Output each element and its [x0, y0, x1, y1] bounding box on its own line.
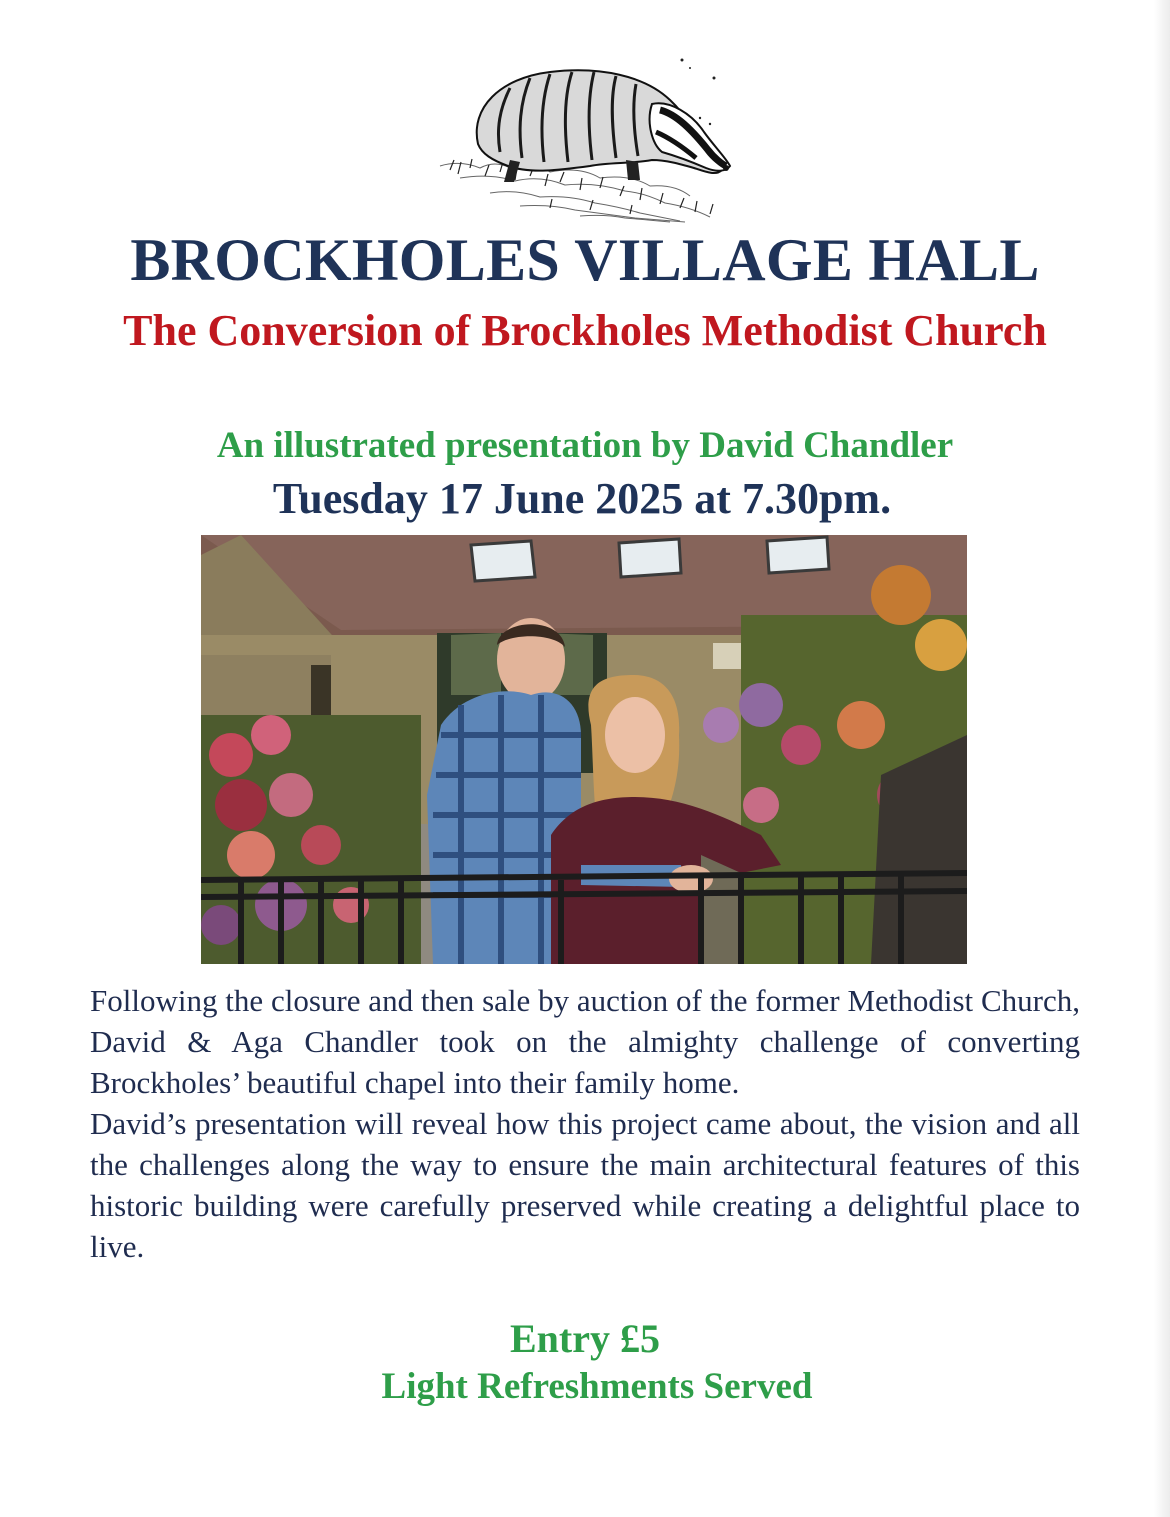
description-paragraph-2: David’s presentation will reveal how this project came about, the vision and all the challenges along the way to ensure the main architectural features of this historic building were carefully preserved while creating a delightful place to live.: [90, 1106, 1080, 1264]
event-title: The Conversion of Brockholes Methodist Church: [123, 306, 1047, 355]
presenter-line: An illustrated presentation by David Chandler: [216, 425, 954, 466]
refreshments-note: Light Refreshments Served: [381, 1366, 813, 1407]
entry-price: Entry £5: [510, 1316, 660, 1361]
event-date-time: Tuesday 17 June 2025 at 7.30pm.: [272, 474, 892, 523]
event-description: [90, 980, 1080, 1267]
description-paragraph-1: Following the closure and then sale by auction of the former Methodist Church, David & Aga Chandler took on the almighty challenge of converting Brockholes’ beautiful chapel into their family home.: [90, 983, 1080, 1100]
couple-in-front-of-chapel-photo: [201, 535, 967, 964]
venue-title: BROCKHOLES VILLAGE HALL: [130, 227, 1040, 293]
badger-illustration: [430, 48, 750, 226]
